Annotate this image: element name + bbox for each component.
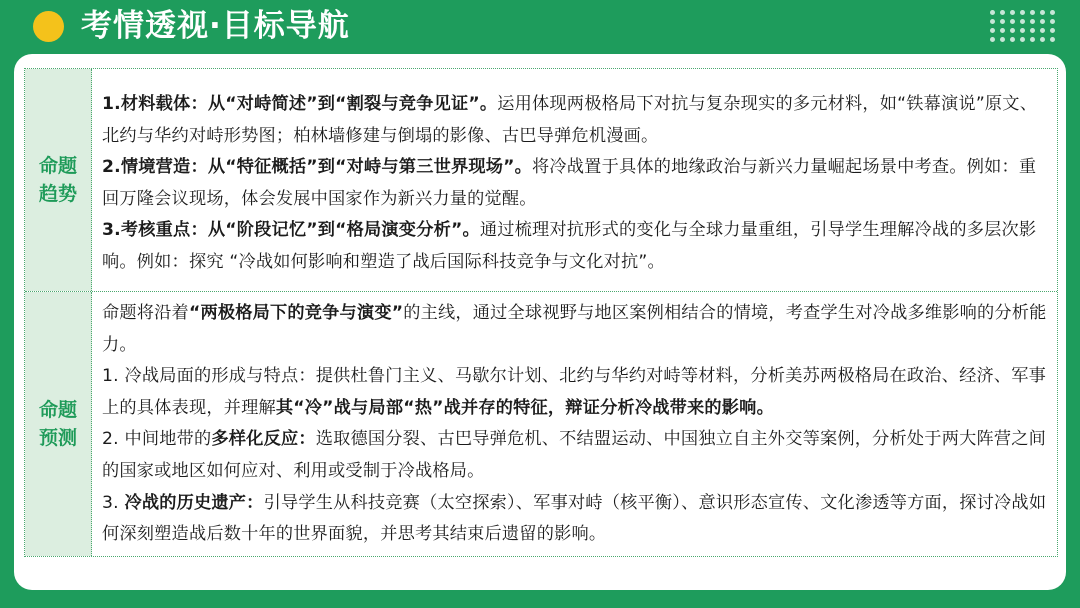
forecast-point-1-bold: 其“冷”战与局部“热”战并存的特征，辩证分析冷战带来的影响。: [275, 397, 774, 418]
trend-item-3: [102, 215, 1049, 278]
grid-dot: [990, 19, 995, 24]
grid-dot: [1040, 19, 1045, 24]
grid-dot: [1050, 28, 1055, 33]
grid-dot: [1010, 28, 1015, 33]
grid-dot: [1030, 37, 1035, 42]
grid-dot: [1050, 19, 1055, 24]
grid-dot: [1000, 28, 1005, 33]
grid-dot: [1030, 19, 1035, 24]
grid-dot: [1010, 19, 1015, 24]
forecast-point-1-pre: 1. 冷战局面的形成与特点：提供杜鲁门主义、马歇尔计划、北约与华约对峙等材料，分析美苏两极格局在政治、经济、军事上的具体表现，并理解: [102, 366, 1047, 418]
forecast-intro-post: 的主线，通过全球视野与地区案例相结合的情境，考查学生对冷战多维影响的分析能力。: [102, 303, 1047, 355]
forecast-label: 命题 预测: [38, 399, 77, 449]
forecast-intro: [102, 298, 1049, 361]
page-title: 考情透视·目标导航: [81, 8, 350, 44]
grid-dot: [1010, 37, 1015, 42]
grid-dot: [990, 28, 995, 33]
info-table: [24, 68, 1058, 557]
trend-item-1-head: 1.材料载体：从“对峙简述”到“割裂与竞争见证”。: [102, 94, 498, 114]
trend-row: [25, 69, 1057, 291]
forecast-content: [92, 292, 1057, 556]
grid-dot: [1040, 28, 1045, 33]
grid-dot: [990, 37, 995, 42]
forecast-point-3-pre: 3.: [102, 492, 125, 513]
grid-dot: [1040, 37, 1045, 42]
grid-dot: [1000, 19, 1005, 24]
forecast-point-3-bold: 冷战的历史遗产：: [124, 492, 264, 513]
trend-label-cell: [25, 69, 92, 291]
trend-item-3-body: 通过梳理对抗形式的变化与全球力量重组，引导学生理解冷战的多层次影响。例如：探究 “冷战如何影响和塑造了战后国际科技竞争与文化对抗”。: [102, 220, 1037, 272]
forecast-intro-bold: “两极格局下的竞争与演变”: [188, 303, 404, 323]
grid-dot: [1050, 37, 1055, 42]
yellow-dot-icon: [33, 11, 64, 42]
grid-dot: [1000, 10, 1005, 15]
forecast-intro-pre: 命题将沿着: [102, 303, 189, 323]
forecast-label-cell: [25, 292, 92, 556]
grid-dot: [1030, 28, 1035, 33]
content-card: [14, 54, 1066, 590]
dot-grid-decoration: [990, 10, 1058, 44]
trend-item-2-body: 将冷战置于具体的地缘政治与新兴力量崛起场景中考查。例如：重回万隆会议现场，体会发展中国家作为新兴力量的觉醒。: [102, 157, 1037, 209]
trend-content: [92, 69, 1057, 291]
forecast-point-1: [102, 361, 1049, 424]
grid-dot: [1050, 10, 1055, 15]
forecast-point-2: [102, 424, 1049, 487]
trend-item-3-head: 3.考核重点：从“阶段记忆”到“格局演变分析”。: [102, 220, 480, 241]
header-bar: [0, 0, 1080, 52]
forecast-point-2-pre: 2. 中间地带的: [102, 429, 212, 450]
forecast-point-3: [102, 488, 1049, 551]
forecast-point-2-post: 选取德国分裂、古巴导弹危机、不结盟运动、中国独立自主外交等案例，分析处于两大阵营之间的国家或地区如何应对、利用或受制于冷战格局。: [102, 429, 1047, 481]
grid-dot: [1020, 19, 1025, 24]
forecast-row: [25, 291, 1057, 556]
grid-dot: [1030, 10, 1035, 15]
trend-item-2-head: 2.情境营造：从“特征概括”到“对峙与第三世界现场”。: [102, 157, 533, 178]
trend-item-1-body: 运用体现两极格局下对抗与复杂现实的多元材料，如“铁幕演说”原文、北约与华约对峙形势图；柏林墙修建与倒塌的影像、古巴导弹危机漫画。: [102, 94, 1038, 146]
trend-label: 命题 趋势: [38, 155, 77, 205]
grid-dot: [1020, 10, 1025, 15]
grid-dot: [1020, 37, 1025, 42]
trend-item-1: [102, 89, 1049, 152]
trend-item-2: [102, 152, 1049, 215]
grid-dot: [1020, 28, 1025, 33]
forecast-point-2-bold: 多样化反应：: [211, 429, 316, 450]
grid-dot: [990, 10, 995, 15]
grid-dot: [1010, 10, 1015, 15]
forecast-point-3-post: 引导学生从科技竞赛（太空探索）、军事对峙（核平衡）、意识形态宣传、文化渗透等方面，探讨冷战如何深刻塑造战后数十年的世界面貌，并思考其结束后遗留的影响。: [102, 492, 1047, 545]
grid-dot: [1000, 37, 1005, 42]
grid-dot: [1040, 10, 1045, 15]
